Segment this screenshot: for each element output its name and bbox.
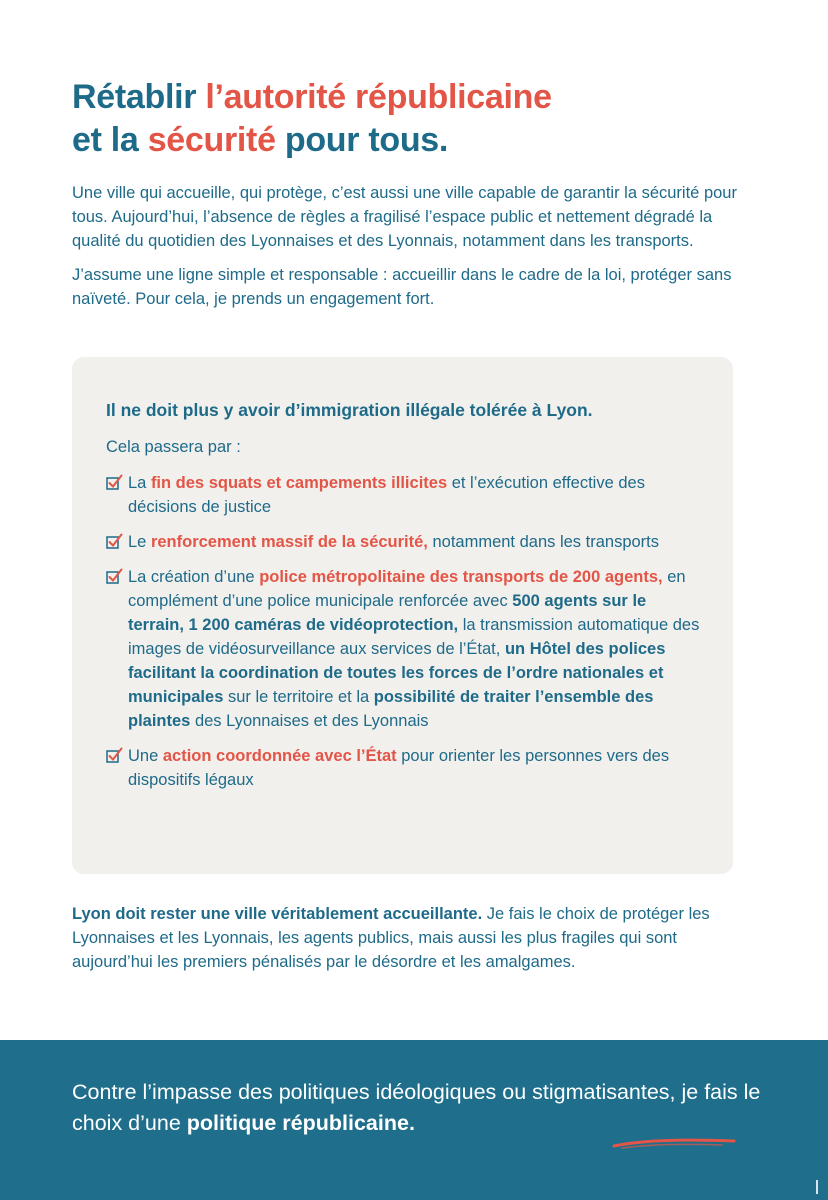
bold-text: possibilité de traiter l’ensemble des plaintes bbox=[128, 688, 654, 730]
checkbox-check-icon bbox=[106, 568, 123, 585]
closing-rest: Je fais le choix de protéger les Lyonnaises et les Lyonnais, les agents publics, mais aussi les plus fragiles qui sont aujourd’hui les premiers pénalisés par le désordre et les amalgames. bbox=[72, 905, 710, 971]
brush-underline-icon bbox=[612, 1136, 736, 1150]
checkbox-check-icon bbox=[106, 533, 123, 550]
title-highlight-security: sécurité bbox=[147, 121, 276, 159]
checkbox-check-icon bbox=[106, 747, 123, 764]
intro-paragraph-2: J’assume une ligne simple et responsable : accueillir dans le cadre de la loi, protéger sans naïveté. Pour cela, je prends un engagement fort. bbox=[72, 266, 732, 308]
page-title bbox=[72, 76, 772, 162]
list-item: La création d’une police métropolitaine des transports de 200 agents, en complément d’une police municipale renforcée avec 500 agents sur le terrain, 1 200 caméras de vidéoprotection, la transmission automatique des images de vidéosurveillance aux services de l’État, un Hôtel des polices facilitant la coordination de toutes les forces de l’ordre nationales et municipales sur le territoire et la possibilité de traiter l’ensemble des plaintes des Lyonnaises et des Lyonnais bbox=[106, 565, 706, 733]
title-part-5: pour tous. bbox=[275, 121, 449, 159]
intro-section bbox=[72, 181, 752, 321]
commitment-heading: Il ne doit plus y avoir d’immigration illégale tolérée à Lyon. bbox=[106, 400, 593, 420]
checkbox-check-icon bbox=[106, 474, 123, 491]
page-edge-mark bbox=[816, 1180, 818, 1194]
commitment-subheading: Cela passera par : bbox=[106, 438, 241, 456]
list-item: Une action coordonnée avec l’État pour orienter les personnes vers des dispositifs légaux bbox=[106, 744, 706, 792]
closing-section bbox=[72, 902, 722, 974]
banner-text: Contre l’impasse des politiques idéologiques ou stigmatisantes, je fais le choix d’une politique républicaine. bbox=[72, 1080, 761, 1135]
list-item: La fin des squats et campements illicites et l’exécution effective des décisions de justice bbox=[106, 471, 706, 519]
highlight-text: police métropolitaine des transports de 200 agents, bbox=[259, 568, 663, 586]
closing-paragraph bbox=[72, 902, 722, 974]
footer-banner bbox=[0, 1040, 828, 1200]
title-highlight-authority: l’autorité républicaine bbox=[205, 78, 552, 116]
bold-text: 500 agents sur le terrain, 1 200 caméras de vidéoprotection, bbox=[128, 592, 647, 634]
banner-bold: politique républicaine. bbox=[186, 1111, 415, 1135]
highlight-text: renforcement massif de la sécurité, bbox=[150, 533, 428, 551]
highlight-text: fin des squats et campements illicites bbox=[150, 474, 448, 492]
closing-bold: Lyon doit rester une ville véritablement accueillante. bbox=[72, 905, 483, 923]
highlight-text: action coordonnée avec l’État bbox=[162, 747, 397, 765]
bold-text: un Hôtel des polices facilitant la coordination de toutes les forces de l’ordre nationales et municipales bbox=[128, 640, 666, 706]
list-item: Le renforcement massif de la sécurité, notamment dans les transports bbox=[106, 530, 706, 554]
commitment-box bbox=[72, 357, 733, 874]
title-part-3: et la bbox=[72, 121, 148, 159]
commitment-list bbox=[106, 471, 706, 803]
title-part-1: Rétablir bbox=[72, 78, 206, 116]
intro-paragraph-1: Une ville qui accueille, qui protège, c’est aussi une ville capable de garantir la sécurité pour tous. Aujourd’hui, l’absence de règles a fragilisé l’espace public et nettement dégradé la qualité du quotidien des Lyonnaises et des Lyonnais, notamment dans les transports. bbox=[72, 184, 737, 250]
